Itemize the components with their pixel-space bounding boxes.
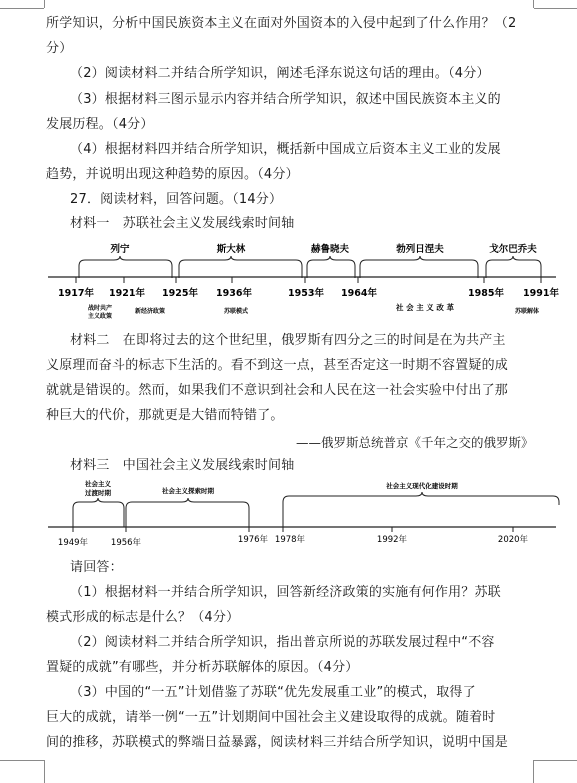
quote-attribution: ——俄罗斯总统普京《千年之交的俄罗斯》: [296, 435, 534, 450]
material-text: 材料二 在即将过去的这个世纪里，俄罗斯有四分之三的时间是在为共产主: [70, 333, 506, 348]
period-brace: [486, 256, 541, 278]
question-text: 间的推移，苏联模式的弊端日益暴露，阅读材料三并结合所学知识，说明中国是: [46, 735, 509, 750]
crop-mark: [534, 8, 577, 9]
material-title: 材料三 中国社会主义发展线索时间轴: [70, 458, 295, 473]
ussr-timeline: [0, 236, 577, 336]
period-brace: [126, 498, 249, 527]
year-label: 1936年: [216, 288, 252, 299]
question-heading: 27．阅读材料，回答问题。（14分）: [70, 192, 283, 207]
year-label: 1964年: [341, 288, 377, 299]
period-note: 战时共产: [87, 305, 113, 312]
material-text: 种巨大的代价，那就更是大错而特错了。: [46, 408, 284, 423]
crop-mark: [44, 0, 45, 8]
crop-mark: [44, 760, 45, 783]
answer-prompt: 请回答：: [70, 560, 123, 575]
crop-mark: [0, 8, 44, 9]
crop-mark: [0, 760, 44, 761]
period-label: 社会主义探索时期: [162, 487, 214, 495]
period-brace: [179, 256, 302, 278]
period-note: 主义政策: [87, 313, 113, 320]
year-label: 1953年: [288, 288, 324, 299]
question-text: （2）阅读材料二并结合所学知识，指出普京所说的苏联发展过程中“不容: [70, 635, 495, 650]
year-label: 1917年: [58, 288, 94, 299]
period-brace: [73, 498, 124, 527]
question-text: （4）根据材料四并结合所学知识，概括新中国成立后资本主义工业的发展: [70, 142, 501, 157]
year-label: 1921年: [109, 288, 145, 299]
year-label: 1976年: [237, 535, 269, 545]
china-timeline: [0, 476, 577, 556]
question-text: 趋势，并说明出现这种趋势的原因。（4分）: [46, 167, 299, 182]
period-note: 苏联模式: [223, 308, 249, 315]
leader-label: 戈尔巴乔夫: [489, 244, 537, 255]
leader-label: 斯大林: [216, 244, 246, 255]
period-brace: [307, 256, 355, 278]
material-text: 义原理而奋斗的标志下生活的。看不到这一点，甚至否定这一时期不容置疑的成: [46, 358, 509, 373]
question-text: 模式形成的标志是什么？（4分）: [46, 610, 240, 625]
year-label: 1949年: [57, 538, 89, 548]
period-note: 新经济政策: [134, 308, 166, 315]
leader-label: 列宁: [110, 244, 130, 255]
year-label: 1978年: [274, 535, 306, 545]
year-label: 1925年: [162, 288, 198, 299]
year-label: 1985年: [468, 288, 504, 299]
question-text: （3）根据材料三图示显示内容并结合所学知识，叙述中国民族资本主义的: [70, 92, 501, 107]
question-text: （1）根据材料一并结合所学知识，回答新经济政策的实施有何作用？苏联: [70, 585, 501, 600]
year-label: 1991年: [523, 288, 559, 299]
crop-mark: [534, 760, 577, 761]
leader-label: 赫鲁晓夫: [310, 244, 350, 255]
material-text: 就就是错误的。然而，如果我们不意识到社会和人民在这一社会实验中付出了那: [46, 383, 509, 398]
period-label: 社会主义现代化建设时期: [386, 482, 458, 490]
question-text: 巨大的成就，请举一例“一五”计划期间中国社会主义建设取得的成就。随着时: [46, 710, 496, 725]
period-brace: [360, 256, 478, 278]
question-text: （2）阅读材料二并结合所学知识，阐述毛泽东说这句话的理由。（4分）: [70, 66, 490, 81]
year-label: 1992年: [376, 535, 408, 545]
question-text: 所学知识，分析中国民族资本主义在面对外国资本的入侵中起到了什么作用？（2: [46, 16, 517, 31]
period-label: 过渡时期: [85, 489, 111, 497]
period-note: 苏联解体: [514, 308, 540, 315]
crop-mark: [533, 0, 534, 8]
leader-label: 勃列日涅夫: [396, 244, 444, 255]
year-label: 2020年: [497, 535, 529, 545]
period-note: 社 会 主 义 改 革: [395, 303, 455, 312]
question-text: 发展历程。（4分）: [46, 117, 154, 132]
question-text: 置疑的成就”有哪些，并分析苏联解体的原因。（4分）: [46, 660, 359, 675]
material-title: 材料一 苏联社会主义发展线索时间轴: [70, 216, 295, 231]
period-brace: [283, 492, 559, 527]
crop-mark: [533, 760, 534, 783]
question-text: 分）: [46, 41, 73, 56]
question-text: （3）中国的“一五”计划借鉴了苏联“优先发展重工业”的模式，取得了: [70, 685, 476, 700]
period-brace: [79, 256, 172, 278]
period-label: 社会主义: [85, 480, 111, 488]
year-label: 1956年: [110, 538, 142, 548]
